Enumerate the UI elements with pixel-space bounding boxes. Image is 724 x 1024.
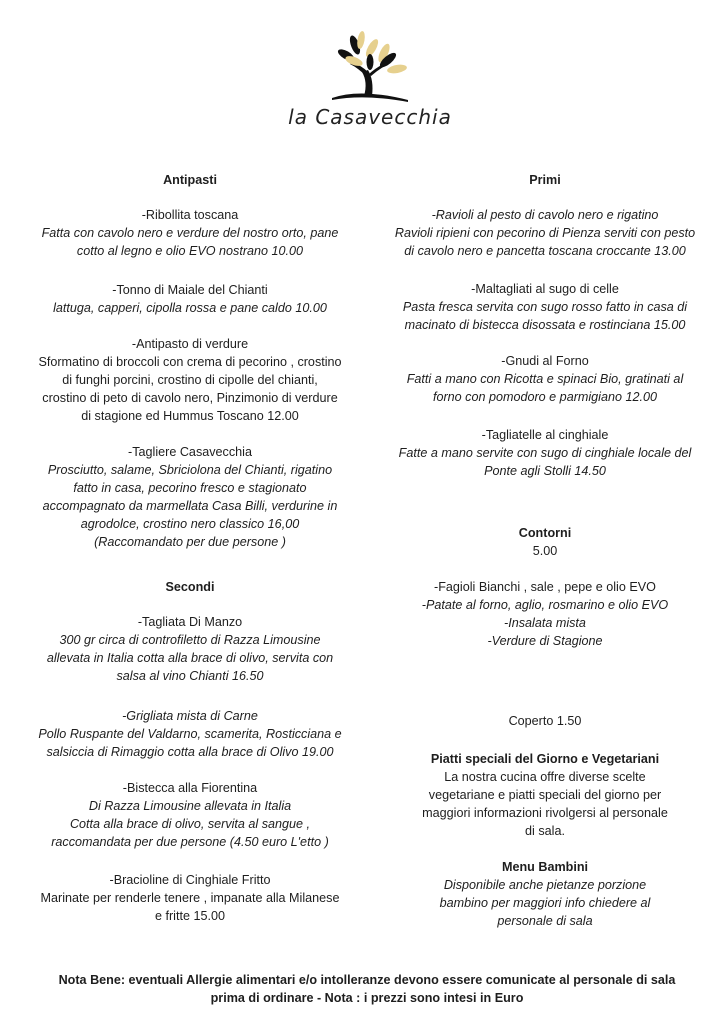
section-bambini: [366, 858, 724, 930]
menu-item: [366, 280, 724, 334]
dish-description: raccomandata per due persone (4.50 euro L'etto ): [51, 835, 329, 849]
section-title: Primi: [529, 173, 561, 187]
menu-item: [10, 206, 370, 260]
side-dish: -Fagioli Bianchi , sale , pepe e olio EVO: [434, 580, 656, 594]
section-primi: [366, 171, 724, 189]
dish-name: -Tagliatelle al cinghiale: [481, 428, 609, 442]
dish-description: crostino di peto di cavolo nero, Pinzimonio di verdure: [42, 391, 338, 405]
menu-item: [10, 707, 370, 761]
speciali-text: La nostra cucina offre diverse scelte: [444, 770, 646, 784]
dish-description: allevata in Italia cotta alla brace di olivo, servita con: [46, 651, 334, 665]
dish-description: (Raccomandato per due persone ): [94, 535, 286, 549]
menu-item: [10, 335, 370, 425]
menu-item: [366, 426, 724, 480]
contorni-list: [366, 578, 724, 650]
allergy-note: [0, 971, 724, 1007]
dish-description: cotto al legno e olio EVO nostrano 10.00: [76, 244, 304, 258]
menu-item: [10, 613, 370, 685]
bambini-text: bambino per maggiori info chiedere al: [439, 896, 651, 910]
dish-description: Cotta alla brace di olivo, servita al sangue ,: [69, 817, 311, 831]
bambini-text: Disponibile anche pietanze porzione: [443, 878, 647, 892]
dish-name: -Ribollita toscana: [141, 208, 239, 222]
side-dish: -Insalata mista: [504, 616, 586, 630]
speciali-text: maggiori informazioni rivolgersi al personale: [422, 806, 668, 820]
section-speciali: [366, 750, 724, 840]
menu-item: [10, 779, 370, 851]
dish-description: e fritte 15.00: [154, 909, 225, 923]
dish-description: Ravioli ripieni con pecorino di Pienza serviti con pesto: [394, 226, 696, 240]
dish-description: agrodolce, crostino nero classico 16,00: [80, 517, 300, 531]
dish-name: -Antipasto di verdure: [131, 337, 249, 351]
side-dish: -Verdure di Stagione: [487, 634, 603, 648]
cover-charge: [366, 712, 724, 730]
cover-charge-text: Coperto 1.50: [508, 714, 582, 728]
dish-name: -Bistecca alla Fiorentina: [122, 781, 258, 795]
section-antipasti: [10, 171, 370, 189]
restaurant-logo: [270, 20, 470, 140]
dish-description: Di Razza Limousine allevata in Italia: [88, 799, 292, 813]
dish-name: -Ravioli al pesto di cavolo nero e rigatino: [431, 208, 659, 222]
dish-name: -Tonno di Maiale del Chianti: [112, 283, 268, 297]
dish-name: -Bracioline di Cinghiale Fritto: [109, 873, 271, 887]
dish-name: -Tagliata Di Manzo: [137, 615, 243, 629]
dish-description: di cavolo nero e pancetta toscana croccante 13.00: [404, 244, 686, 258]
menu-item: [10, 871, 370, 925]
section-contorni: [366, 524, 724, 560]
dish-description: Fatte a mano servite con sugo di cinghiale locale del: [398, 446, 692, 460]
menu-item: [366, 206, 724, 260]
speciali-text: di sala.: [525, 824, 565, 838]
speciali-text: vegetariane e piatti speciali del giorno per: [428, 788, 662, 802]
bambini-text: personale di sala: [497, 914, 593, 928]
dish-description: Marinate per renderle tenere , impanate alla Milanese: [40, 891, 340, 905]
dish-description: salsiccia di Rimaggio cotta alla brace di Olivo 19.00: [46, 745, 334, 759]
section-title: Antipasti: [163, 173, 217, 187]
section-title: Piatti speciali del Giorno e Vegetariani: [430, 752, 660, 766]
side-dish: -Patate al forno, aglio, rosmarino e olio EVO: [421, 598, 669, 612]
dish-description: di stagione ed Hummus Toscano 12.00: [81, 409, 299, 423]
section-title: Secondi: [165, 580, 215, 594]
menu-item: [10, 443, 370, 551]
dish-description: accompagnato da marmellata Casa Billi, verdurine in: [42, 499, 338, 513]
section-title: Menu Bambini: [501, 860, 589, 874]
dish-description: forno con pomodoro e parmigiano 12.00: [432, 390, 658, 404]
olive-tree-icon: [270, 20, 470, 140]
menu-item: [10, 281, 370, 317]
dish-description: fatto in casa, pecorino fresco e stagionato: [73, 481, 307, 495]
dish-name: -Tagliere Casavecchia: [128, 445, 252, 459]
dish-name: -Gnudi al Forno: [501, 354, 589, 368]
dish-name: -Maltagliati al sugo di celle: [471, 282, 619, 296]
dish-description: Fatta con cavolo nero e verdure del nostro orto, pane: [41, 226, 339, 240]
section-secondi: [10, 578, 370, 596]
dish-description: lattuga, capperi, cipolla rossa e pane caldo 10.00: [53, 301, 327, 315]
dish-description: Ponte agli Stolli 14.50: [484, 464, 606, 478]
dish-description: Fatti a mano con Ricotta e spinaci Bio, gratinati al: [406, 372, 684, 386]
dish-description: Prosciutto, salame, Sbriciolona del Chianti, rigatino: [47, 463, 333, 477]
contorni-price: 5.00: [532, 544, 558, 558]
dish-description: Sformatino di broccoli con crema di pecorino , crostino: [38, 355, 342, 369]
allergy-note-line: prima di ordinare - Nota : i prezzi sono intesi in Euro: [210, 991, 524, 1005]
dish-name: -Grigliata mista di Carne: [122, 709, 258, 723]
dish-description: Pasta fresca servita con sugo rosso fatto in casa di: [402, 300, 688, 314]
section-title: Contorni: [518, 526, 572, 540]
dish-description: salsa al vino Chianti 16.50: [116, 669, 264, 683]
allergy-note-line: Nota Bene: eventuali Allergie alimentari e/o intolleranze devono essere comunicate al personale di sala: [58, 973, 676, 987]
menu-item: [366, 352, 724, 406]
dish-description: 300 gr circa di controfiletto di Razza Limousine: [59, 633, 321, 647]
logo-text: la Casavecchia: [288, 105, 452, 129]
dish-description: macinato di bistecca disossata e rostinciana 15.00: [404, 318, 686, 332]
dish-description: Pollo Ruspante del Valdarno, scamerita, Rosticciana e: [38, 727, 342, 741]
dish-description: di funghi porcini, crostino di cipolle del chianti,: [62, 373, 318, 387]
